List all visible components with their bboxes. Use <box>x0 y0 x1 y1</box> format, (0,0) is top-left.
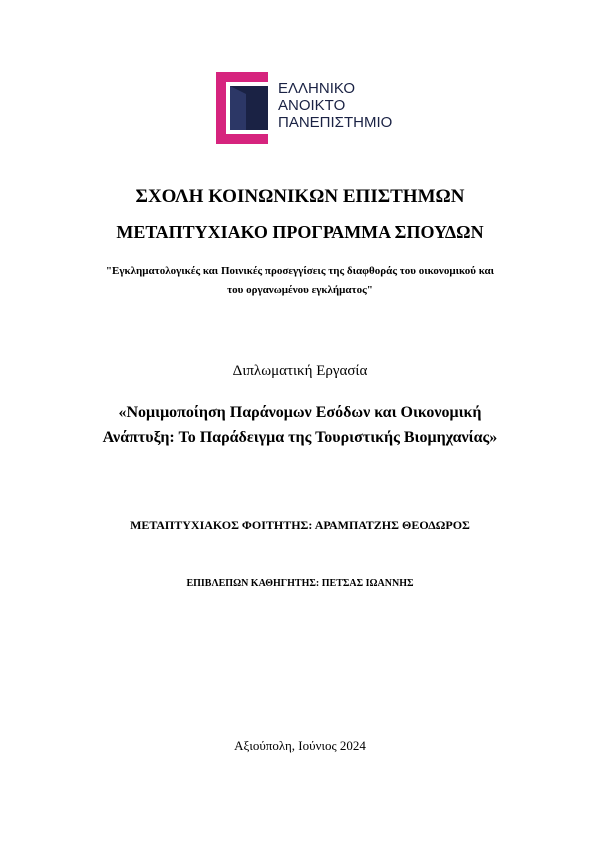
school-name: ΣΧΟΛΗ ΚΟΙΝΩΝΙΚΩΝ ΕΠΙΣΤΗΜΩΝ <box>135 186 465 207</box>
place-date: Αξιούπολη, Ιούνιος 2024 <box>234 738 366 753</box>
thesis-title <box>0 400 600 450</box>
logo-line-1: ΕΛΛΗΝΙΚΟ <box>278 80 356 97</box>
supervisor-name: ΕΠΙΒΛΕΠΩΝ ΚΑΘΗΓΗΤΗΣ: ΠΕΤΣΑΣ ΙΩΑΝΝΗΣ <box>186 578 414 589</box>
logo-text <box>278 80 392 131</box>
program-subtitle-line-1: "Εγκληματολογικές και Ποινικές προσεγγίσεις της διαφθοράς του οικονομικού και <box>105 265 495 277</box>
program-name: ΜΕΤΑΠΤΥΧΙΑΚΟ ΠΡΟΓΡΑΜΜΑ ΣΠΟΥΔΩΝ <box>116 222 484 242</box>
thesis-title-line-1: «Νομιμοποίηση Παράνομων Εσόδων και Οικονομική <box>118 404 482 421</box>
program-subtitle <box>0 262 600 300</box>
university-logo <box>216 72 416 144</box>
program-subtitle-line-2: του οργανωμένου εγκλήματος" <box>227 284 373 296</box>
logo-mark-icon <box>216 72 276 144</box>
logo-line-2: ΑΝΟΙΚΤΟ <box>278 97 346 114</box>
student-name: ΜΕΤΑΠΤΥΧΙΑΚΟΣ ΦΟΙΤΗΤΗΣ: ΑΡΑΜΠΑΤΖΗΣ ΘΕΟΔΩΡΟΣ <box>130 518 470 532</box>
logo-line-3: ΠΑΝΕΠΙΣΤΗΜΙΟ <box>278 114 393 131</box>
thesis-type: Διπλωματική Εργασία <box>232 363 368 379</box>
thesis-title-line-2: Ανάπτυξη: Το Παράδειγμα της Τουριστικής Βιομηχανίας» <box>102 429 498 446</box>
